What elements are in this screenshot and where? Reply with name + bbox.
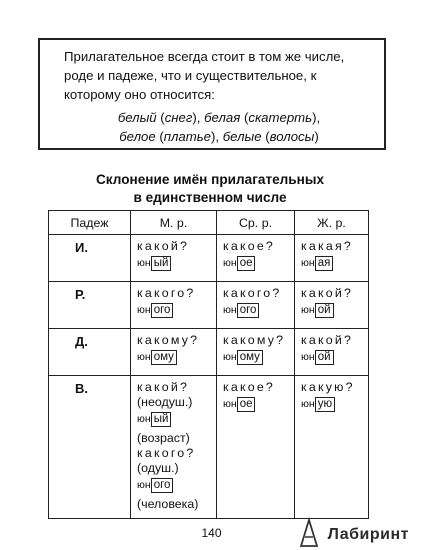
word-ending: ому [237, 350, 263, 365]
question: какого? [137, 286, 196, 300]
word-form [301, 255, 368, 272]
word-form [223, 349, 294, 366]
example-adjective: белая [204, 110, 241, 125]
cell-neuter [217, 235, 295, 282]
watermark: Лабиринт [327, 526, 409, 543]
cell-feminine [295, 282, 369, 329]
word-form [223, 255, 294, 272]
header-masculine: М. р. [131, 211, 217, 235]
question: какой? [137, 239, 190, 253]
word-stem: юн [301, 351, 315, 363]
word-form [301, 396, 368, 413]
question: какой? [301, 333, 354, 347]
word-stem: юн [223, 304, 237, 316]
cell-feminine [295, 329, 369, 376]
cell-neuter [217, 329, 295, 376]
word-form [223, 302, 294, 319]
table-row [49, 235, 369, 282]
cell-masculine [131, 376, 217, 519]
word-form [137, 411, 216, 428]
example-noun: скатерть [248, 110, 313, 125]
header-feminine: Ж. р. [295, 211, 369, 235]
word-ending: ой [315, 350, 334, 365]
example-adjective: белые [222, 128, 262, 144]
word-ending: ый [151, 412, 172, 427]
cell-masculine [131, 329, 217, 376]
question: какого? [223, 286, 282, 300]
note: (неодуш.) [137, 395, 193, 409]
word-stem: юн [223, 351, 237, 363]
word-stem: юн [301, 398, 315, 410]
rule-examples [64, 109, 374, 146]
example-noun: платье [163, 128, 212, 144]
table-row [49, 329, 369, 376]
rule-text: Прилагательное всегда стоит в том же числе, роде и падеже, что и существительное, к которому оно относится: [64, 49, 345, 102]
word-form [137, 302, 216, 319]
question: какое? [223, 239, 276, 253]
word-stem: юн [137, 479, 151, 491]
question: какому? [137, 333, 200, 347]
word-ending: ой [315, 303, 334, 318]
question: какое? [223, 380, 276, 394]
example-adjective: белый [117, 110, 157, 125]
word-ending: ого [151, 303, 174, 318]
watermark-logo-icon [299, 517, 319, 547]
table-header-row [49, 211, 369, 235]
question: какого? [137, 446, 196, 460]
word-stem: юн [137, 257, 151, 269]
word-form [301, 349, 368, 366]
question: какая? [301, 239, 353, 253]
example-line: белый (снег), белая (скатерть), [117, 110, 321, 125]
header-neuter: Ср. р. [217, 211, 295, 235]
word-stem: юн [223, 398, 237, 410]
example-adjective: белое [119, 128, 156, 144]
word-form [137, 255, 216, 272]
note: (одуш.) [137, 461, 179, 475]
note: (возраст) [137, 431, 190, 445]
header-case: Падеж [49, 211, 131, 235]
rule-box [38, 38, 386, 150]
example-noun: снег [164, 110, 193, 125]
example-line: белое (платье), белые (волосы) [119, 128, 319, 144]
example-noun: волосы [269, 128, 315, 144]
table-title-line-1: Склонение имён прилагательных [95, 172, 325, 187]
word-form [223, 396, 294, 413]
declension-table [48, 210, 369, 519]
cell-masculine [131, 282, 217, 329]
word-ending: ая [315, 256, 334, 271]
word-stem: юн [137, 413, 151, 425]
table-row [49, 282, 369, 329]
cell-feminine [295, 235, 369, 282]
cell-feminine [295, 376, 369, 519]
word-ending: ого [151, 478, 174, 493]
word-form [301, 302, 368, 319]
case-label: Р. [49, 282, 131, 329]
case-label: И. [49, 235, 131, 282]
word-ending: ый [151, 256, 172, 271]
word-ending: ое [237, 397, 256, 412]
cell-neuter [217, 282, 295, 329]
page-number: 140 [201, 526, 222, 540]
word-ending: ому [151, 350, 177, 365]
cell-masculine [131, 235, 217, 282]
table-row [49, 376, 369, 519]
word-ending: ую [315, 397, 335, 412]
word-form [137, 477, 216, 494]
word-form [137, 349, 216, 366]
word-stem: юн [223, 257, 237, 269]
cell-neuter [217, 376, 295, 519]
table-title-line-2: в единственном числе [133, 190, 287, 205]
case-label: Д. [49, 329, 131, 376]
question: какую? [301, 380, 355, 394]
question: какой? [301, 286, 354, 300]
note: (человека) [137, 497, 199, 511]
word-ending: ого [237, 303, 260, 318]
word-ending: ое [237, 256, 256, 271]
word-stem: юн [301, 257, 315, 269]
case-label: В. [49, 376, 131, 519]
word-stem: юн [137, 351, 151, 363]
word-stem: юн [137, 304, 151, 316]
word-stem: юн [301, 304, 315, 316]
question: какому? [223, 333, 286, 347]
question: какой? [137, 380, 190, 394]
